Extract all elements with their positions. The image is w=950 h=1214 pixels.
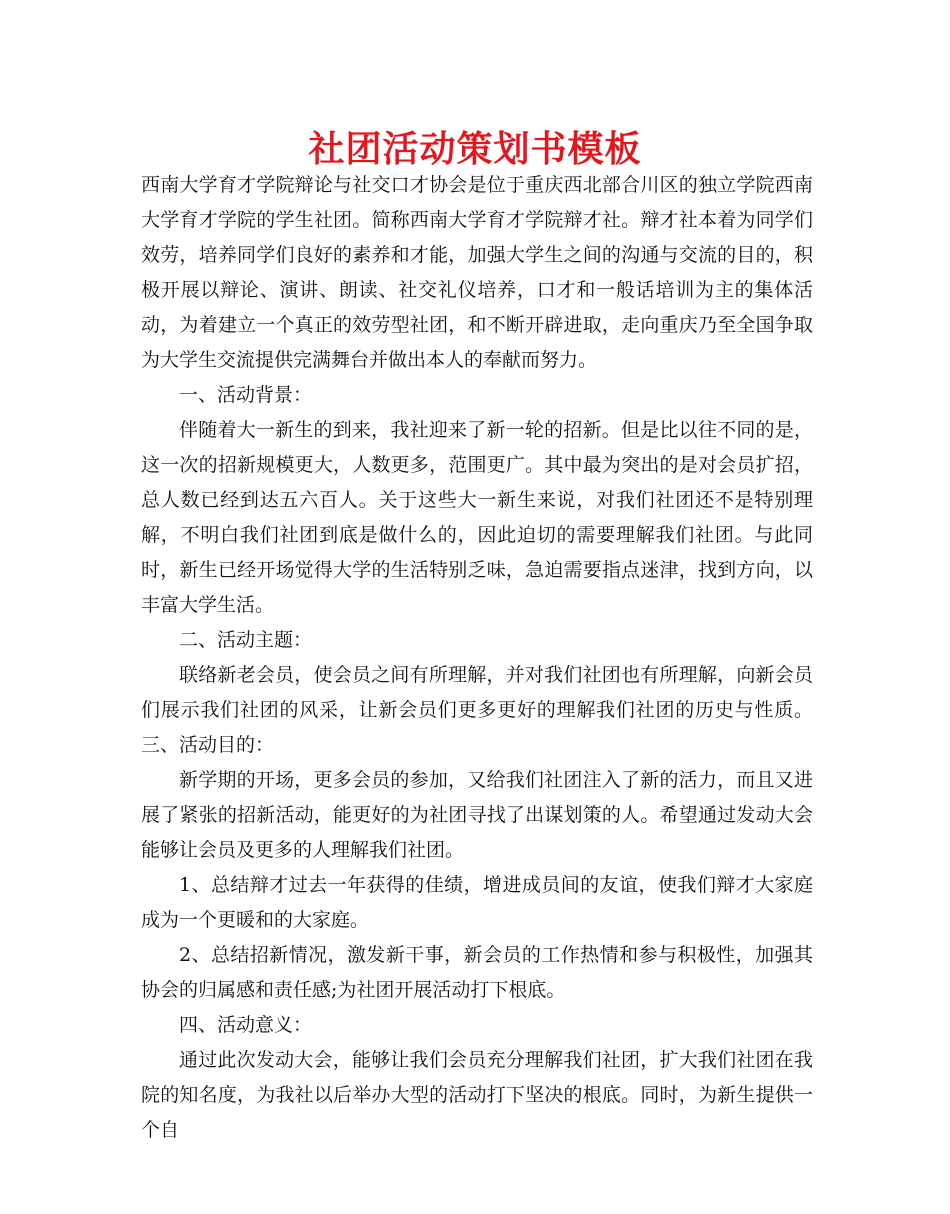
intro-paragraph: 西南大学育才学院辩论与社交口才协会是位于重庆西北部合川区的独立学院西南大学育才学院的学生社团。简称西南大学育才学院辩才社。辩才社本着为同学们效劳，培养同学们良好的素养和才能，加强大学生之间的沟通与交流的目的，积极开展以辩论、演讲、朗读、社交礼仪培养，口才和一般话培训为主的集体活动，为着建立一个真正的效劳型社团，和不断开辟进取，走向重庆乃至全国争取为大学生交流提供完满舞台并做出本人的奉献而努力。: [141, 174, 813, 371]
purpose-item-2: 2、总结招新情况，激发新干事，新会员的工作热情和参与积极性，加强其协会的归属感和责任感;为社团开展活动打下根底。: [141, 944, 813, 1001]
background-paragraph: 伴随着大一新生的到来，我社迎来了新一轮的招新。但是比以往不同的是，这一次的招新规模更大，人数更多，范围更广。其中最为突出的是对会员扩招，总人数已经到达五六百人。关于这些大一新生来说，对我们社团还不是特别理解，不明白我们社团到底是做什么的，因此迫切的需要理解我们社团。与此同时，新生已经开场觉得大学的生活特别乏味，急迫需要指点迷津，找到方向，以丰富大学生活。: [141, 419, 813, 616]
theme-paragraph: 联络新老会员，使会员之间有所理解，并对我们社团也有所理解，向新会员们展示我们社团的风采，让新会员们更多更好的理解我们社团的历史与性质。 三、活动目的：: [141, 664, 813, 756]
purpose-paragraph: 新学期的开场，更多会员的参加，又给我们社团注入了新的活力，而且又进展了紧张的招新活动，能更好的为社团寻找了出谋划策的人。希望通过发动大会能够让会员及更多的人理解我们社团。: [141, 769, 813, 861]
section-heading-theme: 二、活动主题：: [179, 629, 313, 651]
significance-paragraph: 通过此次发动大会，能够让我们会员充分理解我们社团，扩大我们社团在我院的知名度，为我社以后举办大型的活动打下坚决的根底。同时，为新生提供一个自: [141, 1049, 813, 1141]
section-heading-significance: 四、活动意义：: [179, 1014, 313, 1036]
purpose-item-1: 1、总结辩才过去一年获得的佳绩，增进成员间的友谊，使我们辩才大家庭成为一个更暖和的大家庭。: [141, 874, 813, 931]
document-body: [141, 168, 813, 1148]
section-heading-background: 一、活动背景：: [179, 384, 313, 406]
document-title: 社团活动策划书模板: [308, 129, 642, 170]
